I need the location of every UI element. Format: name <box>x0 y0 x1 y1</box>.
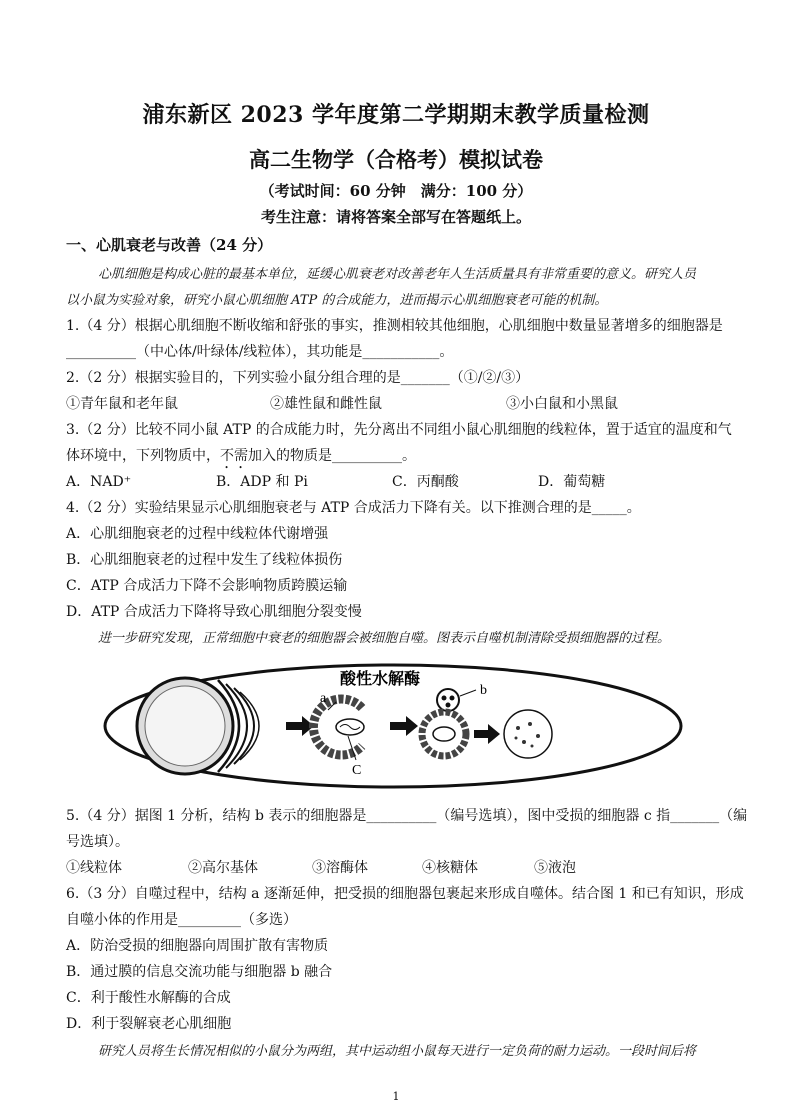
question-5-options <box>66 857 766 877</box>
q3-option-a: A．NAD⁺ <box>66 474 132 490</box>
process-arrow-2 <box>390 716 418 736</box>
question-3-options <box>66 471 766 491</box>
q5-option-5: ⑤液泡 <box>534 860 576 876</box>
q3-text-c: 加入的物质是__________。 <box>248 448 416 464</box>
q4-option-c: C．ATP 合成活力下降不会影响物质跨膜运输 <box>66 578 348 594</box>
question-6-line-1: 6.（3 分）自噬过程中，结构 a 逐渐延伸，把受损的细胞器包裹起来形成自噬体。结合图 1 和已有知识，形成 <box>66 886 744 902</box>
er-membrane-shape <box>240 692 259 760</box>
q2-option-2: ②雄性鼠和雌性鼠 <box>270 396 382 412</box>
question-2-options <box>66 393 766 413</box>
question-5-line-2: 号选填）。 <box>66 834 129 850</box>
enzyme-dot <box>442 696 447 701</box>
enzyme-label: 酸性水解酶 <box>340 669 421 688</box>
q6-option-b: B．通过膜的信息交流功能与细胞器 b 融合 <box>66 964 333 980</box>
q6-option-a: A．防治受损的细胞器向周围扩散有害物质 <box>66 938 329 954</box>
process-arrow-3 <box>474 724 500 744</box>
q5-option-3: ③溶酶体 <box>312 860 368 876</box>
q4-option-d: D．ATP 合成活力下降将导致心肌细胞分裂变慢 <box>66 604 362 620</box>
page-number: 1 <box>392 1090 400 1103</box>
fragment-dot <box>515 737 518 740</box>
question-1-line-2: __________（中心体/叶绿体/线粒体），其功能是___________。 <box>66 344 454 360</box>
q6-option-c: C．利于酸性水解酶的合成 <box>66 990 231 1006</box>
question-2: 2.（2 分）根据实验目的，下列实验小鼠分组合理的是_______（①/②/③） <box>66 370 530 386</box>
q3-option-b: B．ADP 和 Pi <box>216 474 308 490</box>
question-1-line-1: 1.（4 分）根据心肌细胞不断收缩和舒张的事实，推测相较其他细胞，心肌细胞中数量显著增多的细胞器是 <box>66 318 723 334</box>
fragment-dot <box>522 740 526 744</box>
q3-text-a: 体环境中，下列物质中， <box>66 448 220 464</box>
question-3-line-2 <box>66 445 766 472</box>
q3-option-c: C．丙酮酸 <box>392 474 459 490</box>
label-c: C <box>352 763 362 778</box>
intro-paragraph-4: 研究人员将生长情况相似的小鼠分为两组，其中运动组小鼠每天进行一定负荷的耐力运动。一段时间后将 <box>98 1044 697 1059</box>
q5-option-2: ②高尔基体 <box>188 860 258 876</box>
label-b: b <box>480 683 487 698</box>
fragment-dot <box>516 726 520 730</box>
exam-title: 浦东新区 2023 学年度第二学期期末教学质量检测 <box>142 102 650 128</box>
fragment-dot <box>531 745 534 748</box>
autophagy-figure <box>100 660 690 790</box>
q4-option-a: A．心肌细胞衰老的过程中线粒体代谢增强 <box>66 526 329 542</box>
engulfed-organelle-shape <box>433 727 455 741</box>
intro-paragraph-2: 以小鼠为实验对象，研究小鼠心肌细胞 ATP 的合成能力，进而揭示心肌细胞衰老可能的机制。 <box>66 293 608 308</box>
intro-paragraph-1: 心肌细胞是构成心脏的最基本单位，延缓心肌衰老对改善老年人生活质量具有非常重要的意义。研究人员 <box>98 267 697 282</box>
q4-option-b: B．心肌细胞衰老的过程中发生了线粒体损伤 <box>66 552 343 568</box>
label-a: a <box>320 691 327 706</box>
enzyme-dot <box>446 703 451 708</box>
lysosome-shape <box>437 689 459 711</box>
q5-option-4: ④核糖体 <box>422 860 478 876</box>
er-membrane-shape <box>234 688 254 764</box>
autolysosome-shape <box>504 710 552 758</box>
question-5-line-1: 5.（4 分）据图 1 分析，结构 b 表示的细胞器是__________（编号选填），图中受损的细胞器 c 指_______（编 <box>66 808 748 824</box>
intro-paragraph-3: 进一步研究发现，正常细胞中衰老的细胞器会被细胞自噬。图表示自噬机制清除受损细胞器的过程。 <box>98 631 671 646</box>
section-heading: 一、心肌衰老与改善（24 分） <box>66 236 273 254</box>
q3-option-d: D．葡萄糖 <box>538 474 606 490</box>
q5-option-1: ①线粒体 <box>66 860 122 876</box>
q3-emphasis: 不需 <box>220 448 248 464</box>
exam-subtitle: 高二生物学（合格考）模拟试卷 <box>249 147 543 172</box>
enzyme-dot <box>450 696 455 701</box>
exam-notice: 考生注意：请将答案全部写在答题纸上。 <box>260 208 531 226</box>
fragment-dot <box>536 734 540 738</box>
exam-info: （考试时间：60 分钟 满分：100 分） <box>259 182 533 200</box>
nucleus-inner-shape <box>145 686 225 766</box>
q2-option-1: ①青年鼠和老年鼠 <box>66 396 178 412</box>
q6-option-d: D．利于裂解衰老心肌细胞 <box>66 1016 232 1032</box>
question-4: 4.（2 分）实验结果显示心肌细胞衰老与 ATP 合成活力下降有关。以下推测合理的是_____。 <box>66 500 641 516</box>
question-6-line-2: 自噬小体的作用是_________（多选） <box>66 912 297 928</box>
label-b-leader <box>460 690 476 696</box>
question-3-line-1: 3.（2 分）比较不同小鼠 ATP 的合成能力时，先分离出不同组小鼠心肌细胞的线粒体，置于适宜的温度和气 <box>66 422 732 438</box>
fragment-dot <box>528 722 532 726</box>
q2-option-3: ③小白鼠和小黑鼠 <box>506 396 618 412</box>
